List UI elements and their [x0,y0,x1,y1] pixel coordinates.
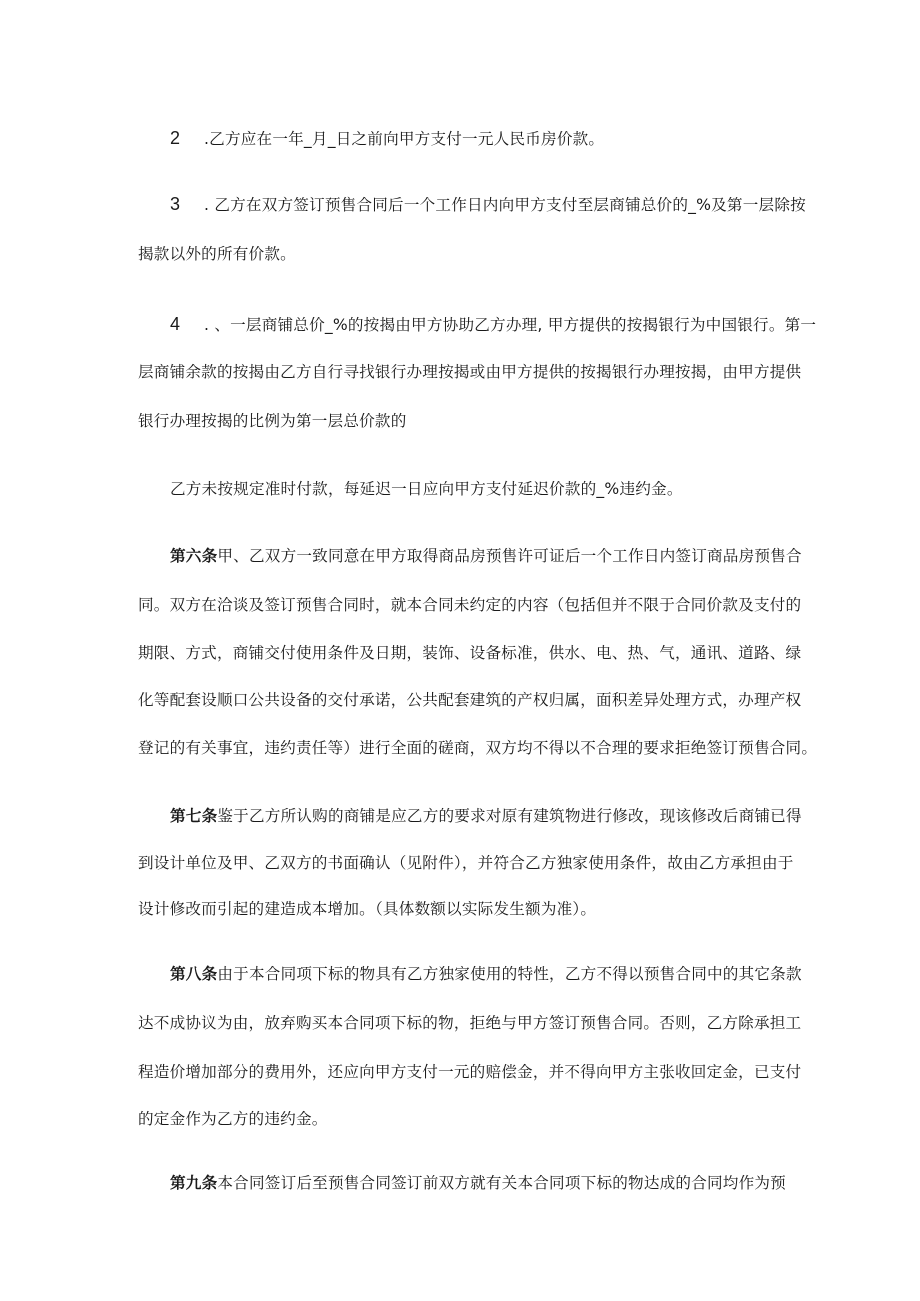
item-4-line-3: 银行办理按揭的比例为第一层总价款的 [138,412,407,430]
item-number: 4 [170,314,181,334]
article-7-line-1 [170,805,802,827]
article-8-line-1 [170,963,802,985]
item-4-line-1 [170,313,817,336]
item-3-line-1 [170,193,806,216]
article-9-line-1 [170,1172,788,1194]
article-6-line-5: 登记的有关事宜，违约责任等）进行全面的磋商，双方均不得以不合理的要求拒绝签订预售合同。 [138,739,818,757]
item-number: 2 [170,128,181,148]
article-text: 鉴于乙方所认购的商铺是应乙方的要求对原有建筑物进行修改，现该修改后商铺已得 [217,807,802,825]
article-6-line-3: 期限、方式，商铺交付使用条件及日期，装饰、设备标准，供水、电、热、气，通讯、道路、绿 [138,644,802,662]
article-title: 第九条 [170,1174,218,1192]
article-text: 甲、乙双方一致同意在甲方取得商品房预售许可证后一个工作日内签订商品房预售合 [217,547,802,565]
article-7-line-2: 到设计单位及甲、乙双方的书面确认（见附件），并符合乙方独家使用条件，故由乙方承担由于 [138,854,794,872]
article-6-line-2: 同。双方在洽谈及签订预售合同时，就本合同未约定的内容（包括但并不限于合同价款及支付的 [138,596,802,614]
article-title: 第八条 [170,965,218,983]
article-text: 本合同签订后至预售合同签订前双方就有关本合同项下标的物达成的合同均作为预 [217,1174,786,1192]
article-8-line-2: 达不成协议为由，放弃购买本合同项下标的物，拒绝与甲方签订预售合同。否则，乙方除承担工 [138,1014,802,1032]
late-payment-clause: 乙方未按规定准时付款，每延迟一日应向甲方支付延迟价款的_%违约金。 [170,480,683,498]
article-title: 第七条 [170,807,218,825]
article-title: 第六条 [170,547,218,565]
article-text: 由于本合同项下标的物具有乙方独家使用的特性，乙方不得以预售合同中的其它条款 [217,965,802,983]
item-text: . 乙方在双方签订预售合同后一个工作日内向甲方支付至层商铺总价的_%及第一层除按 [204,196,806,214]
item-4-line-2: 层商铺余款的按揭由乙方自行寻找银行办理按揭或由甲方提供的按揭银行办理按揭，由甲方提供 [138,363,802,381]
item-text: . 、一层商铺总价_%的按揭由甲方协助乙方办理, 甲方提供的按揭银行为中国银行。第一 [204,316,817,334]
item-3-line-2: 揭款以外的所有价款。 [138,245,296,263]
article-8-line-3: 程造价增加部分的费用外，还应向甲方支付一元的赔偿金，并不得向甲方主张收回定金，已支付 [138,1063,802,1081]
item-number: 3 [170,194,181,214]
article-8-line-4: 的定金作为乙方的违约金。 [138,1110,328,1128]
article-7-line-3: 设计修改而引起的建造成本增加。（具体数额以实际发生额为准）。 [138,900,597,918]
item-2-line-1 [170,127,788,150]
item-text: .乙方应在一年_月_日之前向甲方支付一元人民币房价款。 [204,130,605,148]
article-6-line-4: 化等配套设顺口公共设备的交付承诺，公共配套建筑的产权归属，面积差异处理方式，办理产权 [138,691,802,709]
article-6-line-1 [170,545,802,567]
